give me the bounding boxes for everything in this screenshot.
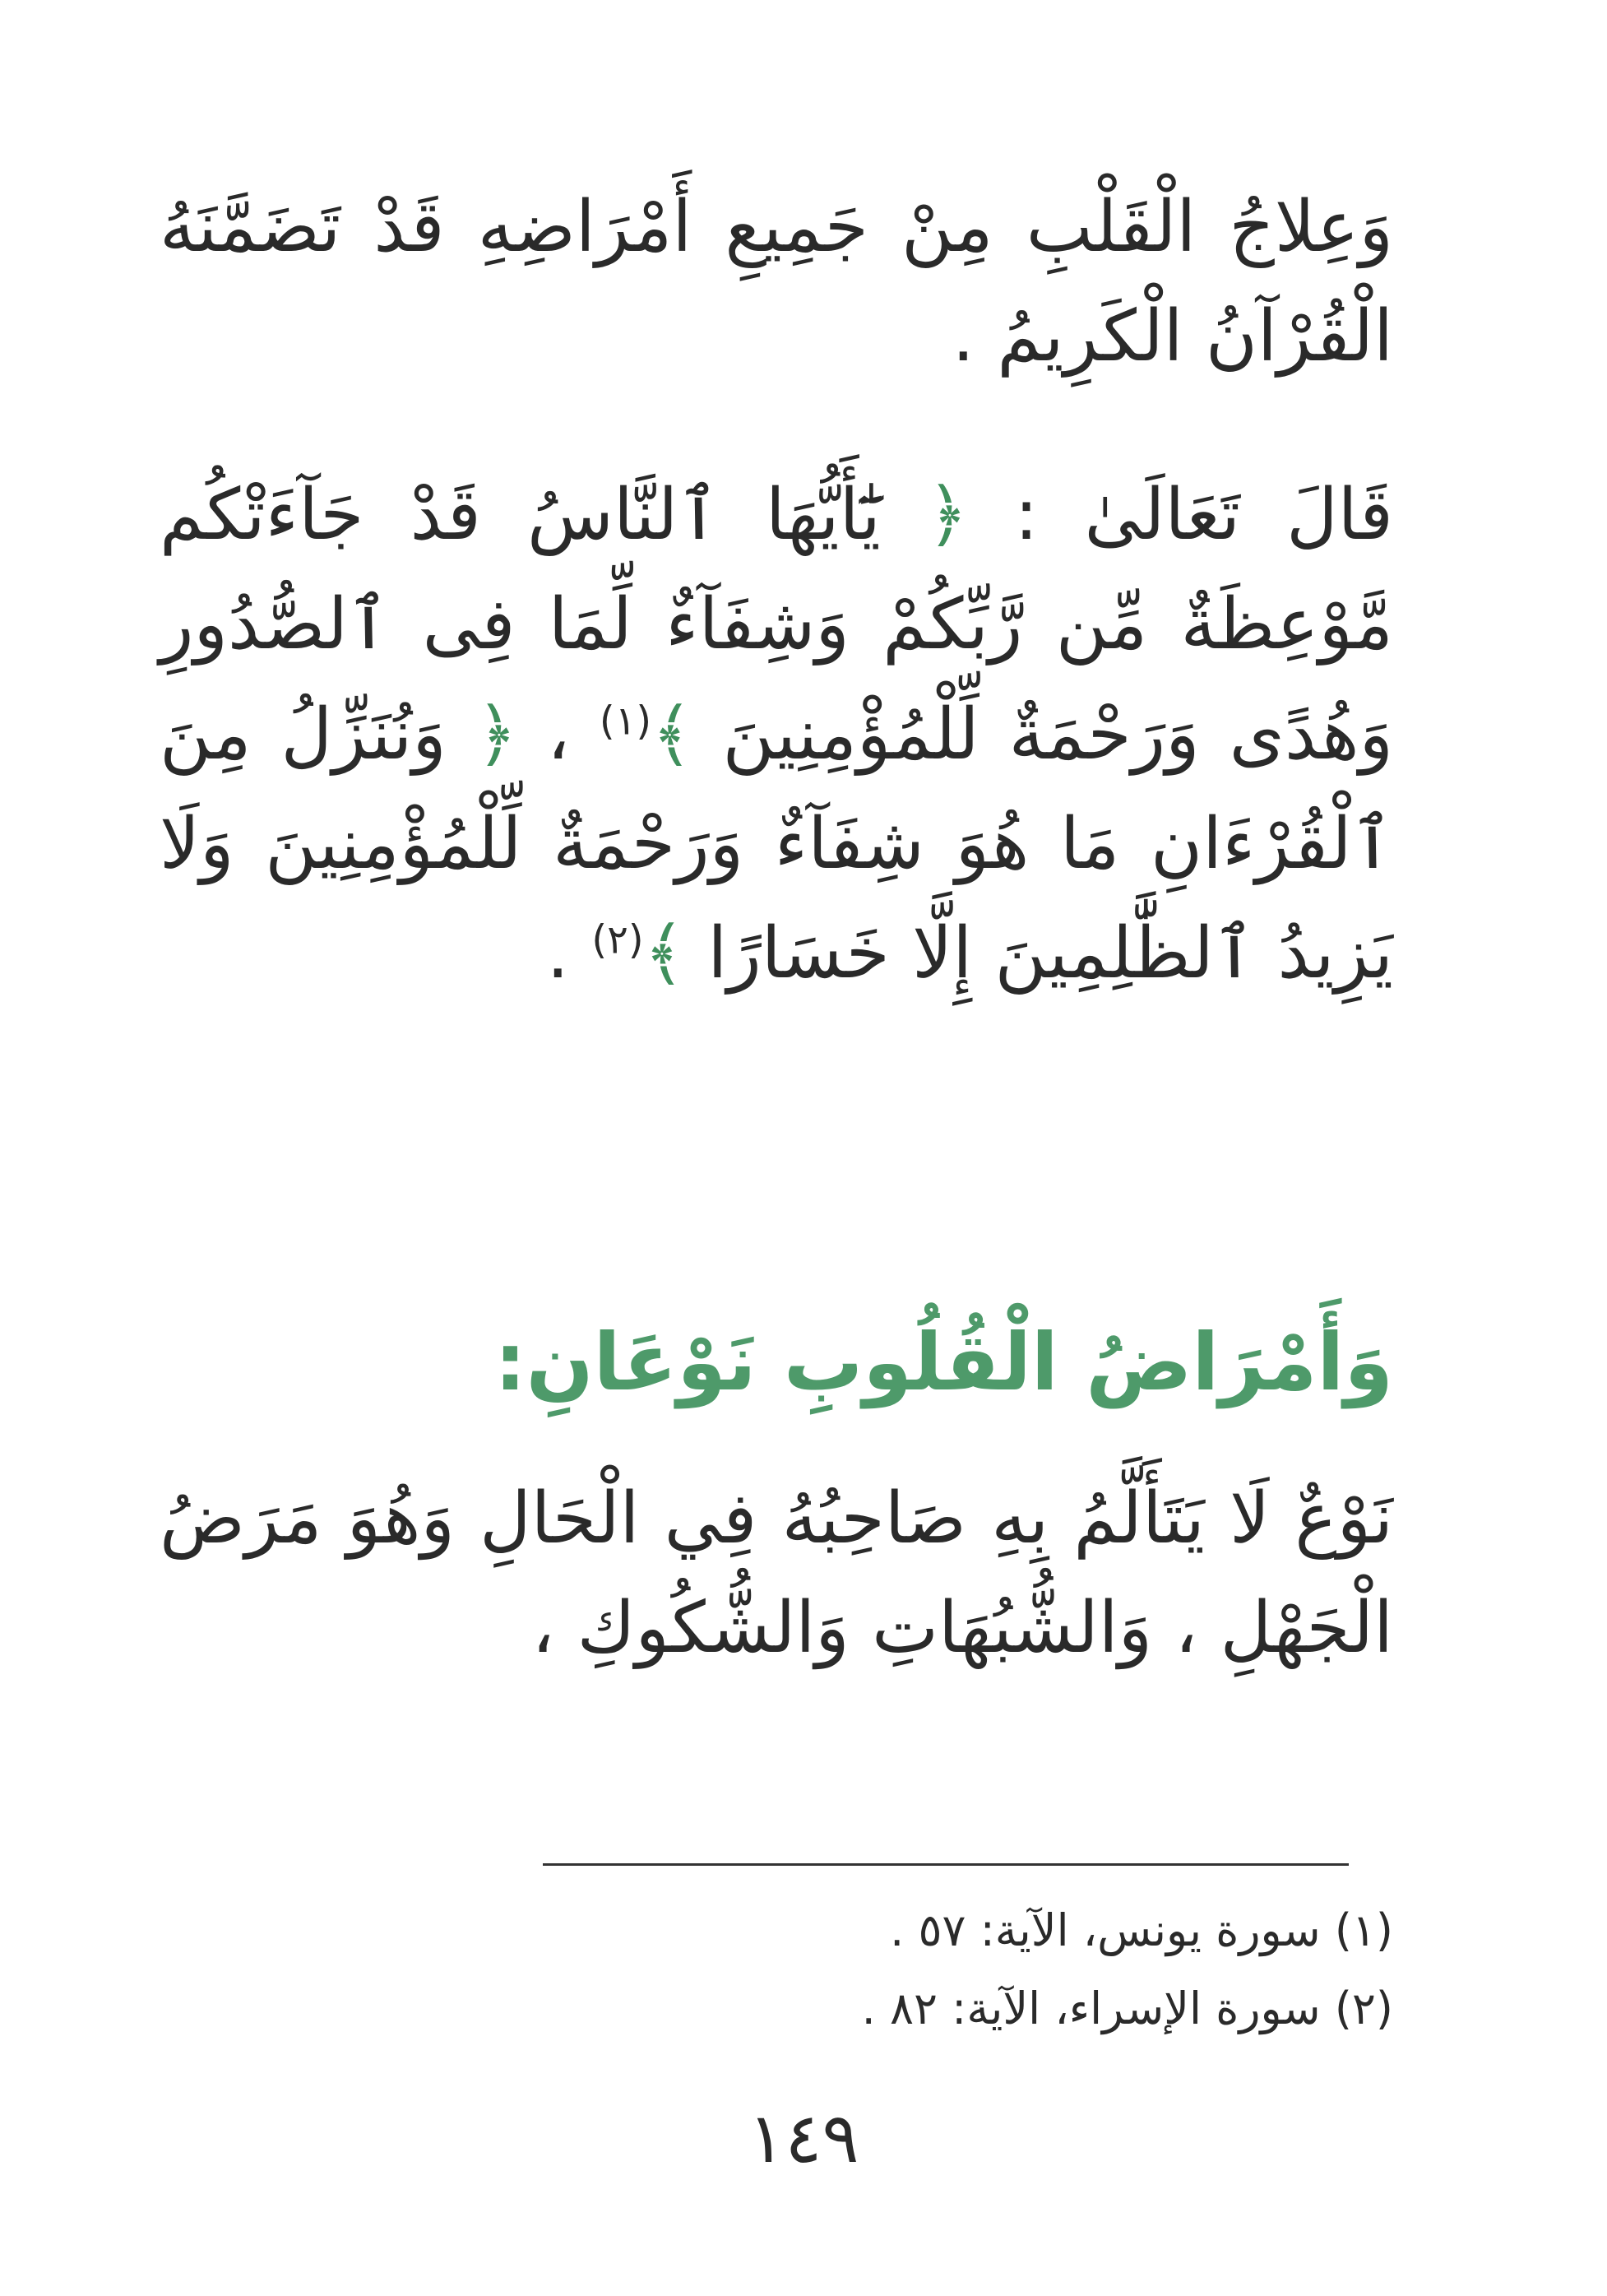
quran-bracket-close-icon: ﴾ — [643, 912, 685, 995]
footnote-1: (١) سورة يونس، الآية: ٥٧ . — [890, 1904, 1393, 1956]
quran-bracket-close-icon: ﴾ — [651, 693, 693, 776]
footnote-ref-1: (١) — [599, 697, 652, 744]
verse-separator: ، — [547, 693, 570, 776]
quran-verse-1: يَٰٓأَيُّهَا ٱلنَّاسُ قَدْ جَآءَتْكُم مَّوْعِظَةٌ مِّن رَّبِّكُمْ وَشِفَآءٌ لِّمَا فِى ٱلصُّدُورِ وَهُدًى وَرَحْمَةٌ لِّلْمُؤْمِنِينَ — [160, 474, 1393, 776]
verse-end: . — [546, 912, 569, 995]
footnote-2: (٢) سورة الإسراء، الآية: ٨٢ . — [861, 1982, 1393, 2034]
footnote-divider — [543, 1863, 1349, 1866]
quran-bracket-open-icon: ﴿ — [926, 474, 969, 556]
footnotes — [160, 1892, 1393, 2048]
footnote-ref-2: (٢) — [591, 916, 644, 963]
paragraph-1: وَعِلاجُ الْقَلْبِ مِنْ جَمِيعِ أَمْرَاضِهِ قَدْ تَضَمَّنَهُ الْقُرْآنُ الْكَرِيمُ . — [160, 186, 1393, 378]
page-number: ١٤٩ — [748, 2098, 859, 2178]
verse-intro: قَالَ تَعَالَىٰ : — [1014, 474, 1393, 556]
section-heading: وَأَمْرَاضُ الْقُلُوبِ نَوْعَانِ: — [494, 1316, 1393, 1408]
quran-verse-2: وَنُنَزِّلُ مِنَ ٱلْقُرْءَانِ مَا هُوَ شِفَآءٌ وَرَحْمَةٌ لِّلْمُؤْمِنِينَ وَلَا يَزِيدُ ٱلظَّٰلِمِينَ إِلَّا خَسَارًا — [160, 693, 1393, 995]
paragraph-3: نَوْعٌ لَا يَتَأَلَّمُ بِهِ صَاحِبُهُ فِي الْحَالِ وَهُوَ مَرَضُ الْجَهْلِ ، وَالشُّبُهَاتِ وَالشُّكُوكِ ، — [160, 1477, 1393, 1670]
paragraph-2 — [160, 461, 1393, 1275]
quran-bracket-open-icon: ﴿ — [475, 693, 518, 776]
